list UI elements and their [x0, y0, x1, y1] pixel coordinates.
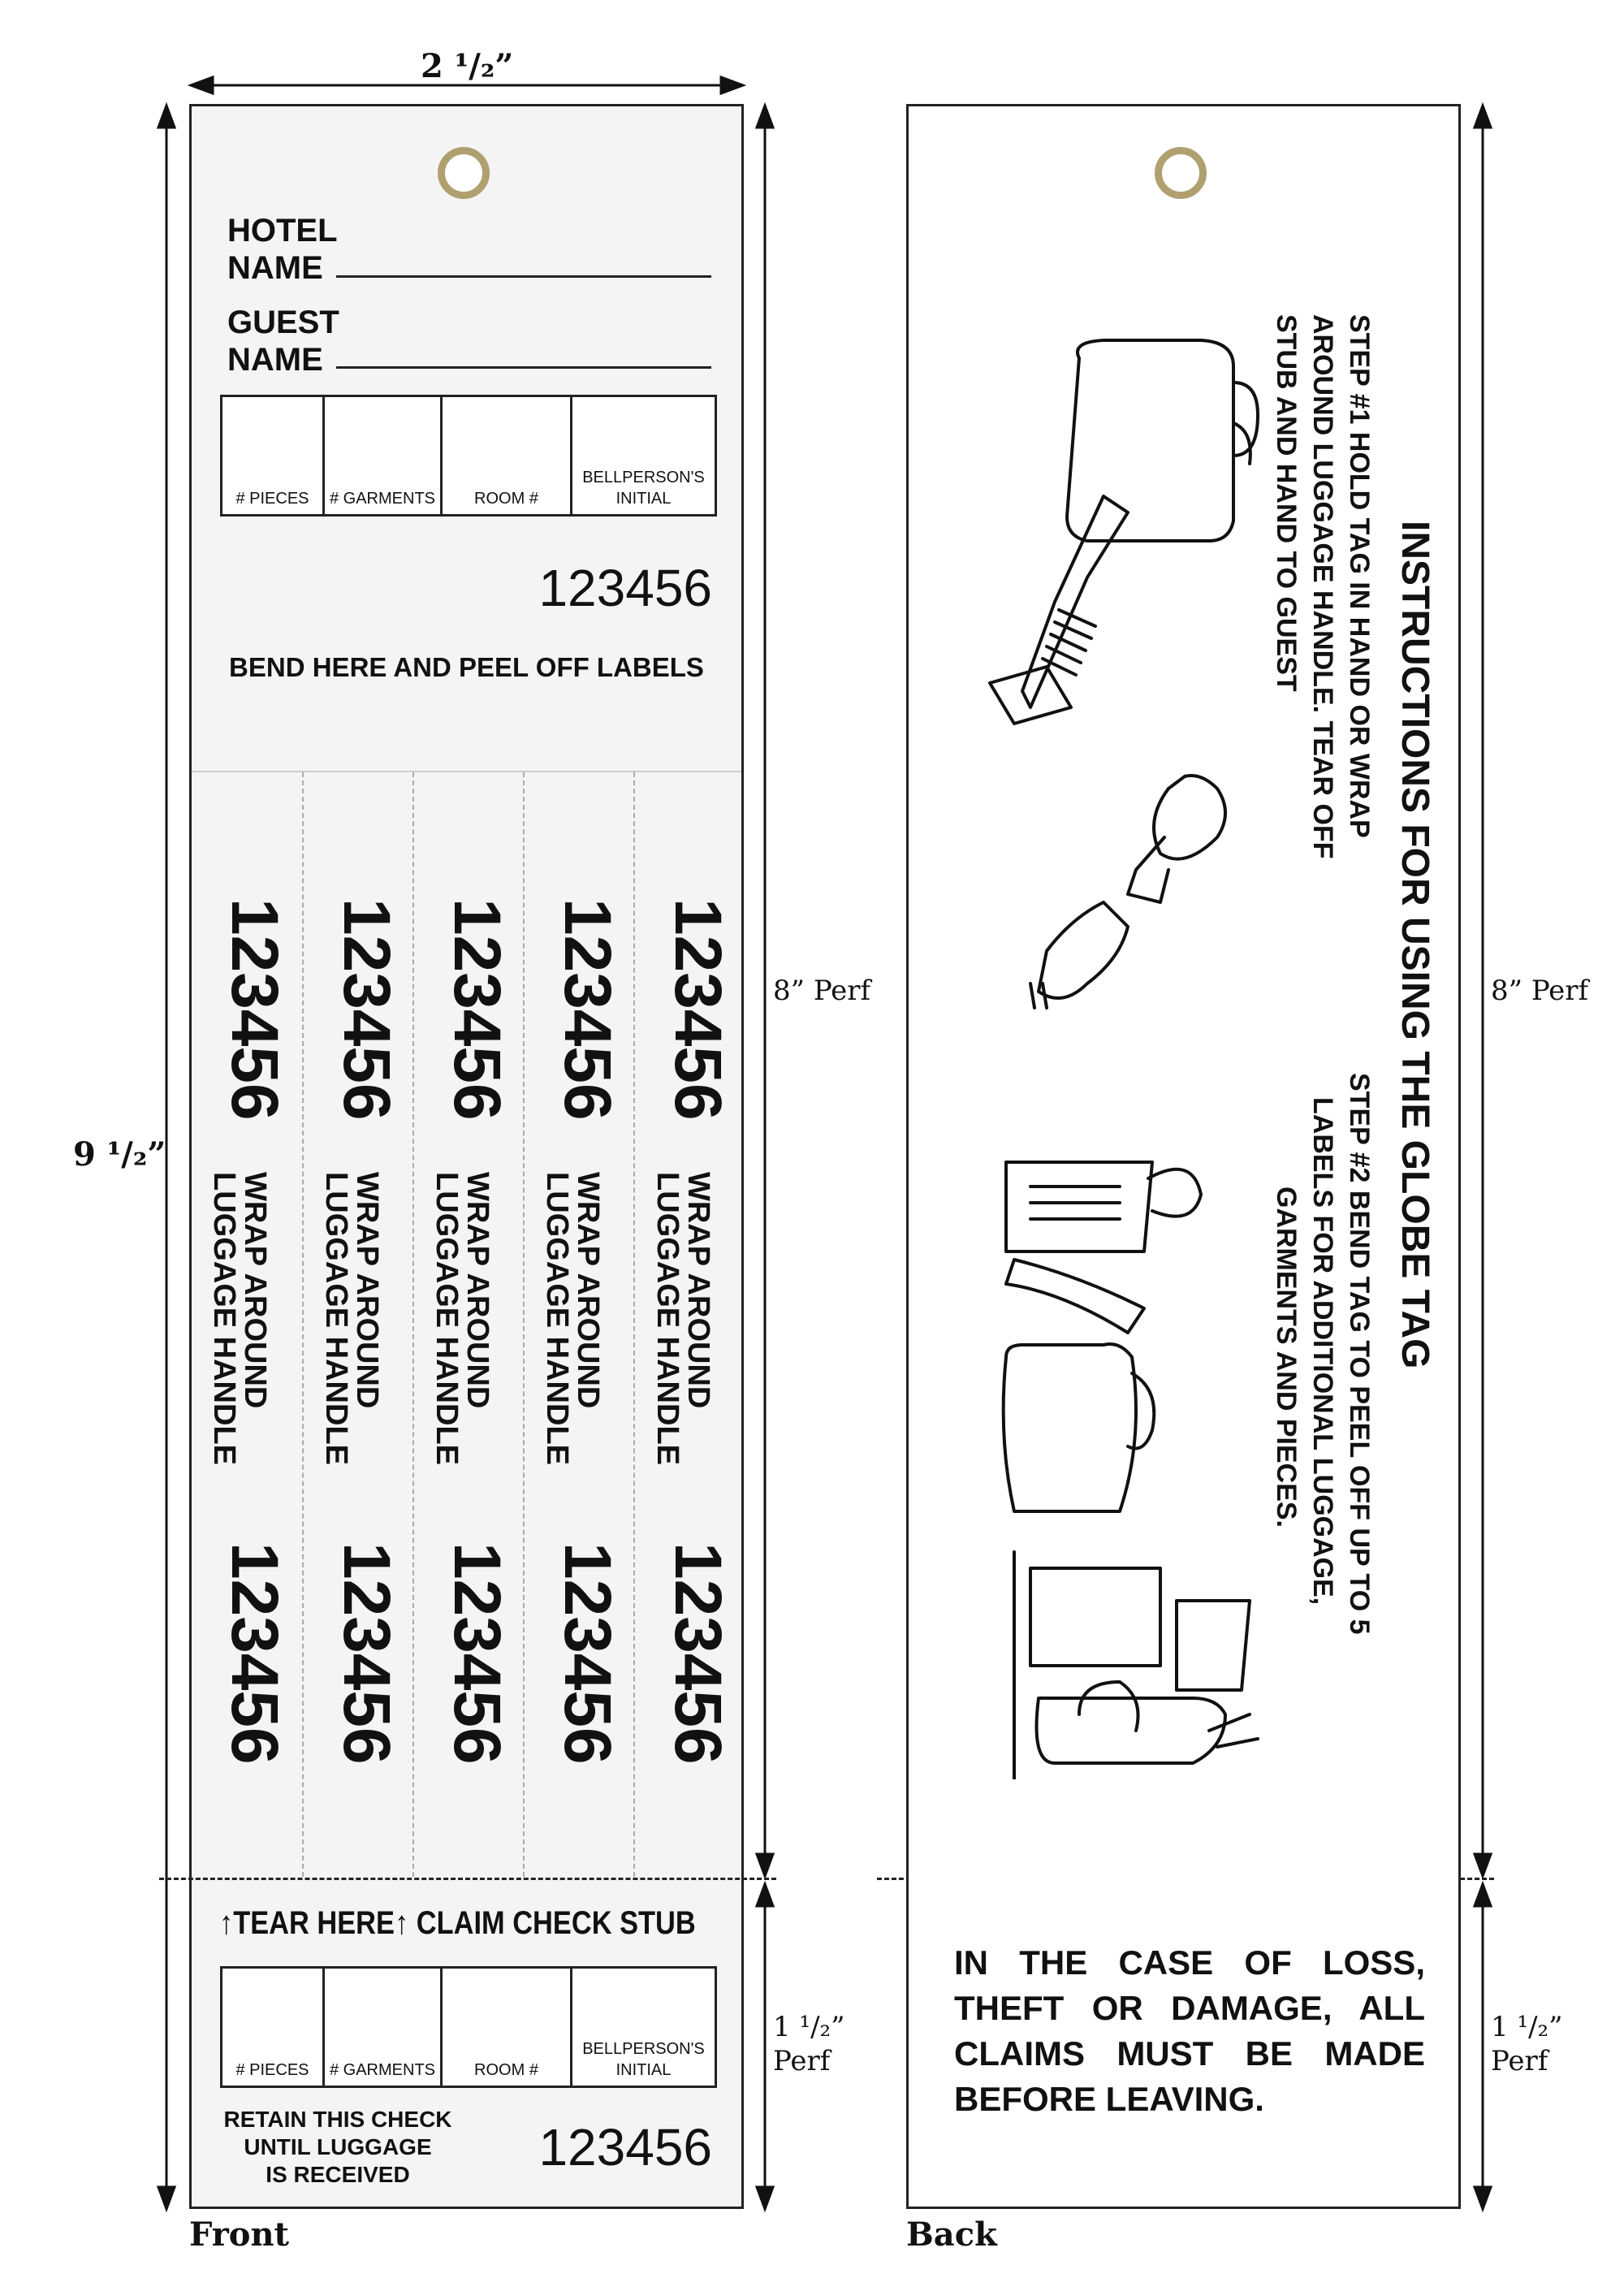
label-wrap-line-1: WRAP AROUND	[238, 1172, 272, 1409]
loss-notice	[954, 1940, 1425, 2122]
width-dimension: 2 ¹/₂”	[421, 47, 514, 85]
tear-arrow-icon: ↑	[394, 1905, 409, 1941]
grommet-icon	[1155, 147, 1207, 199]
tear-here-label: TEAR HERE	[233, 1905, 395, 1941]
label-number-top: 123456	[218, 898, 292, 1121]
label-column[interactable]	[412, 772, 525, 1877]
step-2-line-1: STEP #2 BEND TAG TO PEEL OFF UP TO 5	[1344, 1073, 1375, 1635]
label-number-bottom: 123456	[551, 1542, 624, 1765]
tag-info-table	[220, 395, 717, 517]
label-wrap-line-1: WRAP AROUND	[460, 1172, 495, 1409]
height-dimension: 9 ¹/₂”	[73, 1135, 166, 1174]
stub-tag-number: 123456	[538, 2118, 712, 2176]
room-label: ROOM #	[474, 490, 538, 508]
stub-bellperson-cell[interactable]	[572, 1969, 715, 2086]
guest-label-line-2: NAME	[227, 342, 323, 378]
label-number-bottom: 123456	[440, 1542, 514, 1765]
label-number-bottom: 123456	[218, 1542, 292, 1765]
front-perforation-line	[159, 1878, 776, 1880]
front-perf-main-label: 8” Perf	[773, 975, 871, 1007]
label-wrap-line-1: WRAP AROUND	[681, 1172, 715, 1409]
stub-room-cell[interactable]	[443, 1969, 572, 2086]
step-1-line-3: STUB AND HAND TO GUEST	[1271, 314, 1302, 692]
label-wrap-line-1: WRAP AROUND	[571, 1172, 605, 1409]
front-caption: Front	[189, 2215, 290, 2254]
stub-pieces-label: # PIECES	[235, 2061, 309, 2079]
label-column[interactable]	[192, 772, 302, 1877]
guest-label	[227, 304, 339, 378]
label-wrap-line-1: WRAP AROUND	[350, 1172, 384, 1409]
instructions-title: INSTRUCTIONS FOR USING THE GLOBE TAG	[1393, 521, 1436, 1369]
stub-bellperson-label	[572, 2038, 715, 2081]
label-number-top: 123456	[330, 898, 404, 1121]
step-1-line-2: AROUND LUGGAGE HANDLE. TEAR OFF	[1307, 314, 1338, 859]
tag-number: 123456	[538, 559, 712, 617]
grommet-icon	[438, 147, 490, 199]
front-perf-stub-label-2: Perf	[773, 2045, 831, 2077]
pieces-label: # PIECES	[235, 490, 309, 508]
retain-line-1: RETAIN THIS CHECK	[223, 2107, 452, 2132]
garments-cell[interactable]	[325, 397, 443, 514]
step-1-line-1: STEP #1 HOLD TAG IN HAND OR WRAP	[1344, 314, 1375, 838]
stub-garments-cell[interactable]	[325, 1969, 443, 2086]
bellperson-label	[572, 467, 715, 509]
step-2-line-3: GARMENTS AND PIECES.	[1271, 1187, 1302, 1528]
guest-label-line-1: GUEST	[227, 305, 339, 340]
label-wrap-line-2: LUGGAGE HANDLE	[430, 1172, 464, 1465]
label-number-top: 123456	[661, 898, 735, 1121]
front-perf-stub-label-1: 1 ¹/₂”	[773, 2011, 845, 2043]
luggage-illustration	[982, 334, 1307, 1779]
front-tag	[189, 104, 744, 2209]
hotel-label-line-1: HOTEL	[227, 213, 338, 249]
label-number-top: 123456	[551, 898, 624, 1121]
retain-line-2: UNTIL LUGGAGE	[244, 2134, 432, 2159]
label-wrap-line-2: LUGGAGE HANDLE	[650, 1172, 685, 1465]
garments-label: # GARMENTS	[329, 490, 436, 508]
loss-line-1: IN THE CASE OF LOSS,	[954, 1943, 1425, 1982]
tear-arrow-icon: ↑	[219, 1905, 234, 1941]
claim-check-label: CLAIM CHECK STUB	[416, 1905, 696, 1941]
back-perf-stub-label-2: Perf	[1491, 2045, 1548, 2077]
step-2-line-2: LABELS FOR ADDITIONAL LUGGAGE,	[1307, 1097, 1338, 1606]
room-cell[interactable]	[443, 397, 572, 514]
stub-pieces-cell[interactable]	[222, 1969, 325, 2086]
back-perf-stub-label-1: 1 ¹/₂”	[1491, 2011, 1563, 2043]
loss-line-3: CLAIMS MUST BE MADE	[954, 2034, 1425, 2073]
label-number-bottom: 123456	[330, 1542, 404, 1765]
hotel-label-line-2: NAME	[227, 250, 323, 286]
pieces-cell[interactable]	[222, 397, 325, 514]
label-number-top: 123456	[440, 898, 514, 1121]
retain-instruction	[216, 2106, 460, 2189]
stub-garments-label: # GARMENTS	[329, 2061, 436, 2079]
bend-instruction: BEND HERE AND PEEL OFF LABELS	[229, 652, 704, 682]
stub-room-label: ROOM #	[474, 2061, 538, 2079]
label-column[interactable]	[523, 772, 635, 1877]
back-caption: Back	[906, 2215, 997, 2254]
peel-labels-region	[192, 771, 741, 1877]
guest-name-field[interactable]	[336, 366, 711, 369]
label-wrap-line-2: LUGGAGE HANDLE	[319, 1172, 353, 1465]
stub-bellperson-label-line-2: INITIAL	[615, 2061, 672, 2079]
label-wrap-line-2: LUGGAGE HANDLE	[540, 1172, 574, 1465]
bellperson-label-line-2: INITIAL	[615, 490, 672, 508]
retain-line-3: IS RECEIVED	[266, 2162, 410, 2187]
hotel-name-field[interactable]	[336, 275, 711, 278]
hotel-label	[227, 212, 338, 287]
stub-bellperson-label-line-1: BELLPERSON'S	[582, 2040, 705, 2058]
loss-line-4: BEFORE LEAVING.	[954, 2080, 1264, 2118]
loss-line-2: THEFT OR DAMAGE, ALL	[954, 1989, 1425, 2027]
label-column[interactable]	[633, 772, 745, 1877]
label-column[interactable]	[302, 772, 414, 1877]
label-wrap-line-2: LUGGAGE HANDLE	[207, 1172, 241, 1465]
stub-info-table	[220, 1966, 717, 2088]
stub-title	[219, 1905, 696, 1942]
back-tag	[906, 104, 1461, 2209]
label-number-bottom: 123456	[661, 1542, 735, 1765]
back-perf-main-label: 8” Perf	[1491, 975, 1589, 1007]
bellperson-cell[interactable]	[572, 397, 715, 514]
bellperson-label-line-1: BELLPERSON'S	[582, 469, 705, 486]
